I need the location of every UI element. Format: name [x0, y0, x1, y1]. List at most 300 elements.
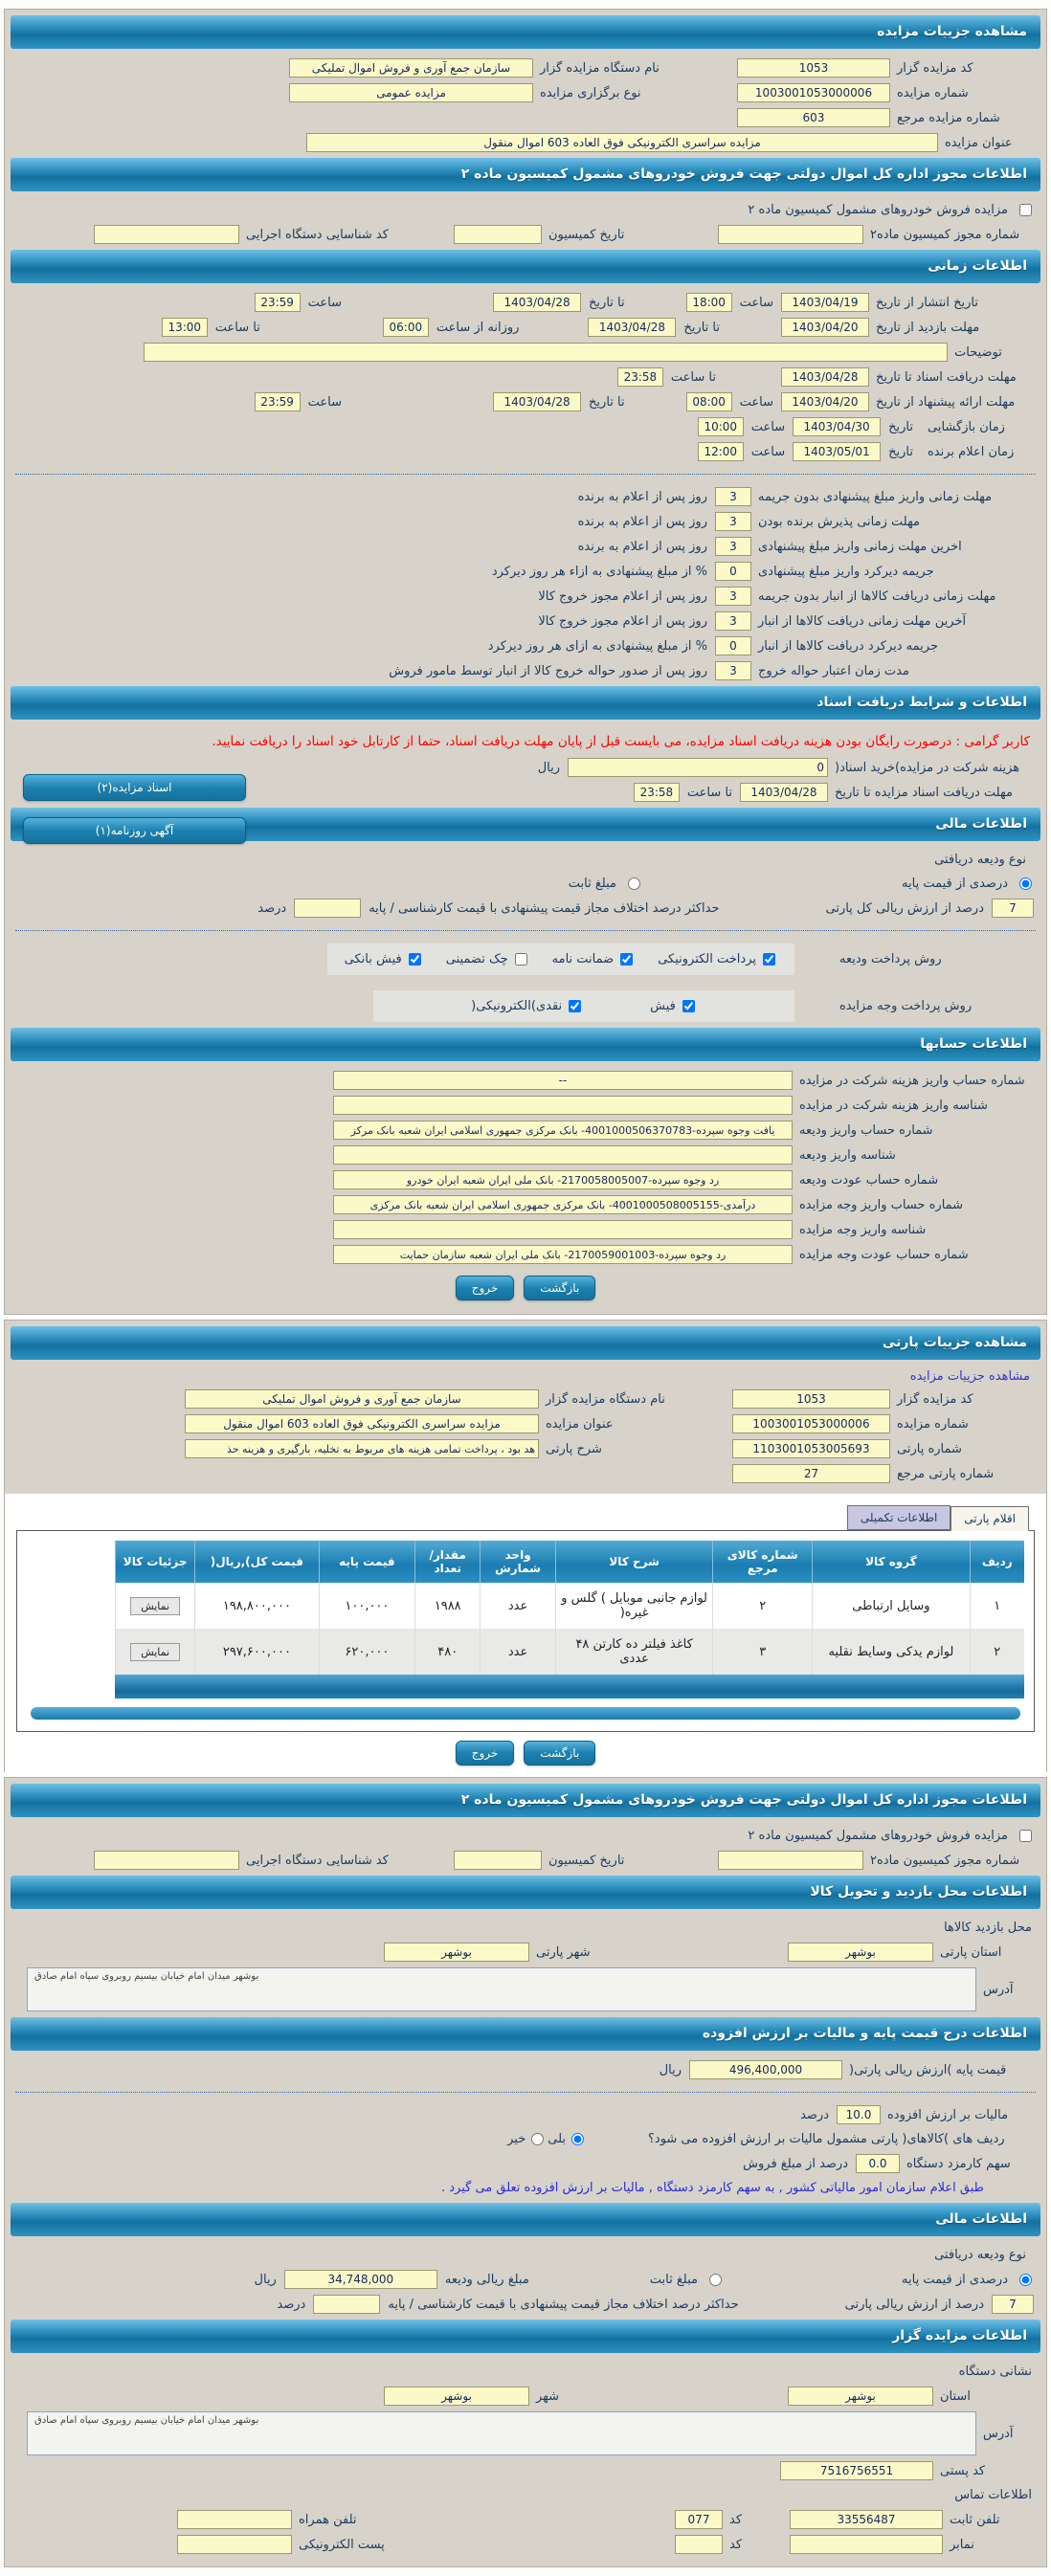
visit-date-to-input[interactable] — [588, 318, 676, 337]
party-code-org-row — [10, 1387, 1041, 1411]
max-diff-label: حداکثر درصد اختلاف مجاز قیمت پیشنهادی با قیمت کارشناسی / پایه — [369, 900, 720, 916]
docs-deadline-hour-input[interactable] — [617, 367, 663, 387]
section-header-publisher: اطلاعات مزایده گزار — [11, 2320, 1040, 2353]
commission-share-input[interactable] — [856, 2154, 900, 2173]
offer-hour2-label: ساعت — [307, 394, 343, 410]
col-unit: واحد شمارش — [481, 1541, 556, 1583]
cell-unit: عدد — [481, 1583, 556, 1629]
fax-input[interactable] — [790, 2535, 943, 2554]
winner-hour-input[interactable] — [698, 442, 744, 461]
phone-label: تلفن ثابت — [950, 2512, 1000, 2527]
publish-hour-from-input[interactable] — [686, 293, 732, 312]
permit-checkbox-2[interactable] — [1019, 1830, 1032, 1842]
deadline-input[interactable] — [715, 611, 751, 631]
postal-code-row — [10, 2458, 1041, 2483]
party-auction-code-label: کد مزایده گزار — [897, 1391, 973, 1407]
deposit-percent-row-2 — [10, 2292, 1041, 2317]
secured-check-label: چک تضمینی — [445, 952, 508, 967]
cell-ref: ۳ — [713, 1629, 813, 1675]
account-input[interactable] — [333, 1220, 793, 1239]
offer-hour-label: ساعت — [739, 394, 773, 410]
deadline-row — [10, 633, 1041, 658]
auction-type-label: نوع برگزاری مزایده — [540, 85, 641, 100]
deadline-input[interactable] — [715, 487, 751, 506]
account-row — [10, 1118, 1041, 1143]
fixed-amount-radio-2[interactable] — [709, 2274, 722, 2286]
party-ref-label: شماره پارتی مرجع — [897, 1466, 995, 1481]
permit-exec-code-label: کد شناسایی دستگاه اجرایی — [246, 227, 389, 242]
party-auction-title-input[interactable] — [185, 1414, 539, 1433]
deadline-suffix: روز پس از صدور حواله خروج کالا از انبار توسط مامور فروش — [389, 663, 707, 678]
divider — [15, 2092, 1036, 2093]
base-price-label: قیمت پایه )ارزش ریالی پارتی( — [849, 2062, 1007, 2077]
visit-until-label: تا ساعت — [214, 320, 260, 335]
docs-fee-label: هزینه شرکت در مزایده)خرید اسناد( — [835, 760, 1020, 775]
cell-base-price: ۶۲۰,۰۰۰ — [319, 1629, 415, 1675]
offer-to-label: تا تاریخ — [589, 394, 625, 410]
divider — [15, 930, 1036, 931]
exit-button[interactable]: خروج — [456, 1741, 515, 1765]
party-items-table-wrap — [16, 1530, 1035, 1732]
account-input[interactable] — [333, 1245, 793, 1264]
account-label: شناسه واریز ودیعه — [799, 1147, 896, 1163]
section-header-financial-2: اطلاعات مالی — [11, 2203, 1040, 2236]
section-header-permit-2: اطلاعات مجوز اداره کل اموال دولتی جهت فروش خودروهای مشمول کمیسیون ماده ۲ — [11, 1784, 1040, 1817]
tab-party-items[interactable]: اقلام پارتی — [950, 1506, 1029, 1531]
account-label: شماره حساب واریز وجه مزایده — [799, 1197, 964, 1212]
publish-date-from-input[interactable] — [781, 293, 869, 312]
permit-exec-code-input[interactable] — [94, 225, 239, 244]
party-items-zone — [5, 1494, 1046, 1781]
section-header-financial: اطلاعات مالی — [11, 808, 1040, 841]
max-diff-unit: درصد — [257, 900, 287, 916]
docs-get-deadline-date-input[interactable] — [740, 783, 828, 802]
opening-hour-input[interactable] — [698, 417, 744, 436]
deposit-percent-input[interactable] — [992, 899, 1034, 918]
deposit-amount-unit: ریال — [254, 2272, 277, 2287]
offer-hour-from-input[interactable] — [686, 392, 732, 411]
section-header-permit: اطلاعات مجوز اداره کل اموال دولتی جهت فروش خودروهای مشمول کمیسیون ماده ۲ — [11, 158, 1040, 191]
cell-unit: عدد — [481, 1629, 556, 1675]
deadline-input[interactable] — [715, 537, 751, 556]
deadline-suffix: روز پس از اعلام مجوز خروج کالا — [538, 613, 707, 629]
permit-number-label: شماره مجوز کمیسیون ماده۲ — [870, 227, 1020, 242]
account-row — [10, 1068, 1041, 1093]
party-auction-title-label: عنوان مزایده — [546, 1416, 614, 1432]
vat-no-radio[interactable] — [531, 2133, 544, 2145]
vat-unit: درصد — [800, 2107, 829, 2122]
percent-of-base-radio[interactable] — [1019, 877, 1032, 890]
phone-input[interactable] — [790, 2510, 943, 2529]
auction-details-panel — [4, 9, 1047, 1315]
notes-row — [10, 340, 1041, 365]
vat-no-label: خیر — [507, 2132, 526, 2147]
party-org-label: نام دستگاه مزایده گزار — [546, 1391, 665, 1407]
deposit-option-row — [10, 872, 1041, 896]
visit-hour-from-input[interactable] — [383, 318, 429, 337]
base-price-unit: ریال — [659, 2062, 682, 2077]
party-province-input[interactable] — [788, 1943, 933, 1962]
deposit-type-label-2: نوع ودیعه دریافتی — [934, 2248, 1026, 2263]
winner-date-input[interactable] — [793, 442, 881, 461]
docs-get-deadline-label: مهلت دریافت اسناد مزایده تا تاریخ — [835, 785, 1013, 800]
publisher-city-input[interactable] — [384, 2387, 529, 2406]
deposit-percent-input-2[interactable] — [992, 2295, 1034, 2314]
deadline-input[interactable] — [715, 587, 751, 606]
section-header-timing: اطلاعات زمانی — [11, 250, 1040, 283]
auction-code-label: کد مزایده گزار — [897, 60, 973, 76]
auction-ref-input[interactable] — [737, 108, 890, 127]
winner-label: زمان اعلام برنده — [928, 444, 1015, 459]
show-details-button[interactable]: نمایش — [130, 1597, 180, 1615]
percent-of-base-label: درصدی از قیمت پایه — [902, 877, 1008, 892]
notes-input[interactable] — [144, 343, 948, 362]
deposit-option-row-2 — [10, 2267, 1041, 2292]
account-row — [10, 1192, 1041, 1217]
deadline-label: اخرین مهلت زمانی واریز مبلغ پیشنهادی — [758, 539, 962, 554]
docs-deadline-row — [10, 365, 1041, 389]
divider — [15, 474, 1036, 475]
visit-row — [10, 315, 1041, 340]
bank-slip-checkbox[interactable] — [409, 953, 421, 966]
auction-docs-button[interactable]: اسناد مزایده(۲) — [23, 774, 246, 801]
table-row — [116, 1629, 1025, 1675]
pay-method-label: روش پرداخت وجه مزایده — [839, 999, 973, 1014]
deadline-label: مهلت زمانی دریافت کالاها از انبار بدون جریمه — [758, 588, 996, 604]
deadline-row — [10, 658, 1041, 683]
opening-hour-label: ساعت — [750, 419, 786, 434]
opening-date-input[interactable] — [793, 417, 881, 436]
docs-fee-unit: ریال — [537, 760, 560, 775]
account-row — [10, 1217, 1041, 1242]
deadline-input[interactable] — [715, 661, 751, 680]
visit-to-label: تا تاریخ — [683, 320, 720, 335]
party-ref-input[interactable] — [732, 1464, 890, 1483]
vat-yes-radio[interactable] — [571, 2133, 584, 2145]
vat-input[interactable] — [837, 2105, 881, 2124]
max-diff-input-2[interactable] — [313, 2295, 380, 2314]
account-label: شناسه واریز هزینه شرکت در مزایده — [799, 1098, 988, 1113]
publisher-city-label: شهر — [536, 2388, 560, 2404]
section-header-accounts: اطلاعات حسابها — [11, 1028, 1040, 1061]
offer-date-to-input[interactable] — [493, 392, 581, 411]
table-footer-bar — [115, 1675, 1024, 1699]
phone-row — [10, 2507, 1041, 2532]
opening-label: زمان بازگشایی — [928, 419, 1005, 434]
deposit-percent-row — [10, 896, 1041, 921]
max-diff-label-2: حداکثر درصد اختلاف مجاز قیمت پیشنهادی با قیمت کارشناسی / پایه — [388, 2297, 739, 2312]
deposit-method-box — [327, 944, 794, 975]
publish-hour2-label: ساعت — [307, 295, 343, 310]
party-address-row — [10, 1965, 1041, 2014]
permit-number-input-2[interactable] — [718, 1851, 863, 1870]
cell-details — [116, 1583, 195, 1629]
party-number-label: شماره پارتی — [897, 1441, 962, 1456]
notes-label: توضیحات — [954, 344, 1002, 360]
permit2-checkbox-row — [10, 1824, 1041, 1848]
account-label: شماره حساب عودت وجه مزایده — [799, 1247, 969, 1262]
party-city-label: شهر پارتی — [536, 1944, 591, 1960]
auction-title-row — [10, 130, 1041, 155]
cell-group: وسایل ارتباطی — [813, 1583, 970, 1629]
visit-label: مهلت بازدید از تاریخ — [876, 320, 980, 335]
party-address-textarea[interactable]: بوشهر میدان امام خیابان بیسیم روبروی سپاه امام صادق — [27, 1967, 976, 2011]
auction-ref-label: شماره مزایده مرجع — [897, 110, 1000, 125]
deposit-percent-label: درصد از ارزش ریالی کل پارتی — [825, 900, 984, 916]
permit-exec-code-label-2: کد شناسایی دستگاه اجرایی — [246, 1853, 389, 1868]
col-base-price: قیمت پایه — [319, 1541, 415, 1583]
permit-date-label-2: تاریخ کمیسیون — [548, 1853, 625, 1868]
secured-check-checkbox[interactable] — [515, 953, 527, 966]
visit-hour-to-input[interactable] — [162, 318, 208, 337]
deadline-row — [10, 584, 1041, 609]
section-header-party-details: مشاهده جزییات پارتی — [11, 1326, 1040, 1360]
cell-desc: کاغذ فیلتر ده کارتن ۴۸ عددی — [556, 1629, 713, 1675]
deadline-suffix: روز پس از اعلام به برنده — [577, 514, 707, 529]
auction-details-link[interactable]: مشاهده جزییات مزایده — [909, 1369, 1030, 1385]
cell-qty: ۴۸۰ — [415, 1629, 481, 1675]
vat-label: مالیات بر ارزش افزوده — [887, 2107, 1009, 2122]
account-input[interactable] — [333, 1145, 793, 1165]
tab-extra-info[interactable]: اطلاعات تکمیلی — [847, 1505, 950, 1530]
percent-of-base-radio-2[interactable] — [1019, 2274, 1032, 2286]
account-row — [10, 1143, 1041, 1167]
deposit-method-label: روش پرداخت ودیعه — [839, 952, 942, 967]
auction-code-input[interactable] — [737, 58, 890, 78]
vat-yes-label: بلی — [548, 2132, 566, 2147]
auction-org-input[interactable] — [289, 58, 533, 78]
publisher-province-label: استان — [940, 2388, 971, 2404]
account-label: شماره حساب واریز ودیعه — [799, 1122, 933, 1138]
publisher-province-input[interactable] — [788, 2387, 933, 2406]
account-input[interactable] — [333, 1096, 793, 1115]
party-items-table — [115, 1541, 1024, 1675]
visit-place-sub-label: محل بازدید کالاها — [944, 1921, 1032, 1936]
docs-warning: کاربر گرامی : درصورت رایگان بودن هزینه دریافت اسناد مزایده، می بایست قبل از پایان مهلت دریافت اسناد، حتما از کارتابل خود اسناد را دریافت نمایید. — [212, 734, 1030, 749]
col-qty: مقدار/ تعداد — [415, 1541, 481, 1583]
contact-info-sub-label: اطلاعات تماس — [954, 2488, 1032, 2503]
party-auction-number-label: شماره مزایده — [897, 1416, 969, 1432]
deadline-label: مهلت زمانی پذیرش برنده بودن — [758, 514, 921, 529]
deadline-suffix: روز پس از اعلام به برنده — [577, 489, 707, 504]
table-row — [116, 1583, 1025, 1629]
table-scrollbar[interactable] — [31, 1707, 1020, 1720]
publish-label: تاریخ انتشار از تاریخ — [876, 295, 979, 310]
cell-group: لوازم یدکی وسایط نقلیه — [813, 1629, 970, 1675]
party-desc-label: شرح پارتی — [546, 1441, 602, 1456]
base-price-input[interactable] — [689, 2060, 842, 2079]
account-input[interactable] — [333, 1195, 793, 1214]
account-label: شناسه واریز وجه مزایده — [799, 1222, 927, 1237]
auction-ref-row — [10, 105, 1041, 130]
auction-type-input[interactable] — [289, 83, 533, 102]
deposit-amount-label: مبلغ ریالی ودیعه — [444, 2272, 529, 2287]
publish-date-row — [10, 290, 1041, 315]
permit-checkbox-row — [10, 198, 1041, 222]
section-header-pricing: اطلاعات درج قیمت پایه و مالیات بر ارزش افزوده — [11, 2017, 1040, 2051]
offer-hour-to-input[interactable] — [255, 392, 301, 411]
commission-share-label: سهم کارمزد دستگاه — [906, 2156, 1011, 2171]
mobile-input[interactable] — [177, 2510, 292, 2529]
publish-hour-to-input[interactable] — [255, 293, 301, 312]
slip-checkbox[interactable] — [682, 1000, 695, 1012]
cell-row: ۲ — [970, 1629, 1024, 1675]
cash-electronic-checkbox[interactable] — [569, 1000, 581, 1012]
account-row — [10, 1093, 1041, 1118]
deposit-type-row-2 — [10, 2243, 1041, 2267]
col-row: ردیف — [970, 1541, 1024, 1583]
fax-code-input[interactable] — [675, 2535, 723, 2554]
section-header-location: اطلاعات محل بازدید و تحویل کالا — [11, 1876, 1040, 1909]
permit-date-input-2[interactable] — [454, 1851, 542, 1870]
permit-date-input[interactable] — [454, 225, 542, 244]
col-details: جزئیات کالا — [116, 1541, 195, 1583]
table-header-row — [116, 1541, 1025, 1583]
commission-share-suffix: درصد از مبلغ فروش — [743, 2156, 848, 2171]
col-ref: شماره کالای مرجع — [713, 1541, 813, 1583]
publish-date-to-input[interactable] — [493, 293, 581, 312]
pay-method-box — [373, 990, 794, 1022]
deadline-label: جریمه دیرکرد دریافت کالاها از انبار — [758, 638, 938, 654]
postal-code-label: کد پستی — [940, 2463, 986, 2478]
panel1-buttons — [10, 1267, 1041, 1304]
party-province-city-row — [10, 1940, 1041, 1965]
vat-row — [10, 2102, 1041, 2127]
docs-get-deadline-hour-input[interactable] — [634, 783, 680, 802]
party-details-panel — [4, 1320, 1047, 1772]
deadline-row — [10, 509, 1041, 534]
fax-code-label: کد — [729, 2537, 743, 2552]
max-diff-unit-2: درصد — [277, 2297, 306, 2312]
cell-desc: لوازم جانبی موبایل ) گلس و غیره( — [556, 1583, 713, 1629]
cell-qty: ۱۹۸۸ — [415, 1583, 481, 1629]
deposit-method-row — [10, 941, 1041, 978]
email-label: پست الکترونیکی — [299, 2537, 385, 2552]
party-auction-number-input[interactable] — [732, 1414, 890, 1433]
permit-fields-row — [10, 222, 1041, 247]
party-tabs — [12, 1499, 1039, 1530]
fixed-amount-label-2: مبلغ ثابت — [649, 2272, 699, 2287]
publish-to-label: تا تاریخ — [589, 295, 625, 310]
publisher-address-sub-label: نشانی دستگاه — [958, 2365, 1032, 2380]
fax-label: نمابر — [950, 2537, 974, 2552]
visit-date-from-input[interactable] — [781, 318, 869, 337]
visit-daily-label: روزانه از ساعت — [436, 320, 520, 335]
deadline-input[interactable] — [715, 562, 751, 581]
deadline-label: مهلت زمانی واریز مبلغ پیشنهادی بدون جریمه — [758, 489, 993, 504]
auction-title-input[interactable] — [306, 133, 938, 152]
cell-details — [116, 1629, 195, 1675]
docs-until-label: تا ساعت — [670, 369, 716, 385]
phone-code-input[interactable] — [675, 2510, 723, 2529]
deposit-amount-input[interactable] — [284, 2270, 437, 2289]
slip-label: فیش — [650, 999, 676, 1014]
party-org-input[interactable] — [185, 1389, 539, 1409]
cell-base-price: ۱۰۰,۰۰۰ — [319, 1583, 415, 1629]
deadline-input[interactable] — [715, 636, 751, 655]
party-extra-panel — [4, 1777, 1047, 2567]
account-row — [10, 1242, 1041, 1267]
party-number-input[interactable] — [732, 1439, 890, 1458]
account-input[interactable] — [333, 1121, 793, 1140]
party-desc-input[interactable] — [185, 1439, 539, 1458]
fax-row — [10, 2532, 1041, 2557]
exit-button[interactable]: خروج — [456, 1276, 515, 1300]
back-button[interactable]: بازگشت — [524, 1276, 595, 1300]
percent-of-base-label-2: درصدی از قیمت پایه — [902, 2272, 1008, 2287]
publisher-address-row — [10, 2409, 1041, 2458]
postal-code-input[interactable] — [780, 2461, 933, 2480]
publish-hour-label: ساعت — [739, 295, 773, 310]
auction-number-input[interactable] — [737, 83, 890, 102]
deposit-percent-label-2: درصد از ارزش ریالی پارتی — [844, 2297, 984, 2312]
deadline-suffix: % از مبلغ پیشنهادی به ازاء هر روز دیرکرد — [491, 564, 707, 579]
party-city-input[interactable] — [384, 1943, 529, 1962]
fixed-amount-label: مبلغ ثابت — [568, 877, 617, 892]
section-header-auction-details: مشاهده جزییات مزایده — [11, 15, 1040, 49]
docs-deadline-date-input[interactable] — [781, 367, 869, 387]
deadline-input[interactable] — [715, 512, 751, 531]
panel2-buttons — [12, 1732, 1039, 1769]
show-details-button[interactable]: نمایش — [130, 1643, 180, 1661]
permit-number-input[interactable] — [718, 225, 863, 244]
account-label: شماره حساب واریز هزینه شرکت در مزایده — [799, 1073, 1025, 1088]
party-address-label: آدرس — [983, 1982, 1014, 1997]
newspaper-ad-button[interactable]: آگهی روزنامه(۱) — [23, 817, 246, 844]
max-diff-input[interactable] — [294, 899, 361, 918]
publisher-address-textarea[interactable]: بوشهر میدان امام خیابان بیسیم روبروی سپاه امام صادق — [27, 2411, 976, 2455]
back-button[interactable]: بازگشت — [524, 1741, 595, 1765]
permit-date-label: تاریخ کمیسیون — [548, 227, 625, 242]
permit-exec-code-input-2[interactable] — [94, 1851, 239, 1870]
cell-total-price: ۲۹۷,۶۰۰,۰۰۰ — [195, 1629, 319, 1675]
permit-checkbox[interactable] — [1019, 204, 1032, 216]
cell-ref: ۲ — [713, 1583, 813, 1629]
deadline-row — [10, 484, 1041, 509]
party-number-title-row — [10, 1411, 1041, 1436]
party-province-label: استان پارتی — [940, 1944, 1002, 1960]
bank-slip-label: فیش بانکی — [344, 952, 402, 967]
docs-fee-input[interactable] — [568, 758, 828, 777]
account-input[interactable] — [333, 1170, 793, 1189]
electronic-payment-checkbox[interactable] — [763, 953, 775, 966]
email-input[interactable] — [177, 2535, 292, 2554]
permit-checkbox-label-2: مزایده فروش خودروهای مشمول کمیسیون ماده ۲ — [748, 1829, 1008, 1844]
offer-date-from-input[interactable] — [781, 392, 869, 411]
docs-deadline-label: مهلت دریافت اسناد تا تاریخ — [876, 369, 1017, 385]
opening-row — [10, 414, 1041, 439]
account-input[interactable] — [333, 1071, 793, 1090]
winner-date-label: تاریخ — [888, 444, 913, 459]
deadline-suffix: روز پس از اعلام مجوز خروج کالا — [538, 588, 707, 604]
permit-checkbox-label: مزایده فروش خودروهای مشمول کمیسیون ماده ۲ — [748, 203, 1008, 217]
opening-date-label: تاریخ — [888, 419, 913, 434]
deadline-suffix: % از مبلغ پیشنهادی به ازای هر روز دیرکرد — [487, 638, 707, 654]
deadline-label: جریمه دیرکرد واریز مبلغ پیشنهادی — [758, 564, 934, 579]
auction-number-label: شماره مزایده — [897, 85, 969, 100]
fixed-amount-radio[interactable] — [628, 877, 640, 890]
commission-share-row — [10, 2151, 1041, 2176]
party-auction-code-input[interactable] — [732, 1389, 890, 1409]
docs-get-until-label: تا ساعت — [686, 785, 732, 800]
party-ref-row — [10, 1461, 1041, 1486]
guarantee-checkbox[interactable] — [620, 953, 633, 966]
publisher-address-label: آدرس — [983, 2426, 1014, 2441]
electronic-payment-label: پرداخت الکترونیکی — [658, 952, 756, 967]
cell-total-price: ۱۹۸,۸۰۰,۰۰۰ — [195, 1583, 319, 1629]
base-price-row — [10, 2057, 1041, 2082]
party-number-desc-row — [10, 1436, 1041, 1461]
